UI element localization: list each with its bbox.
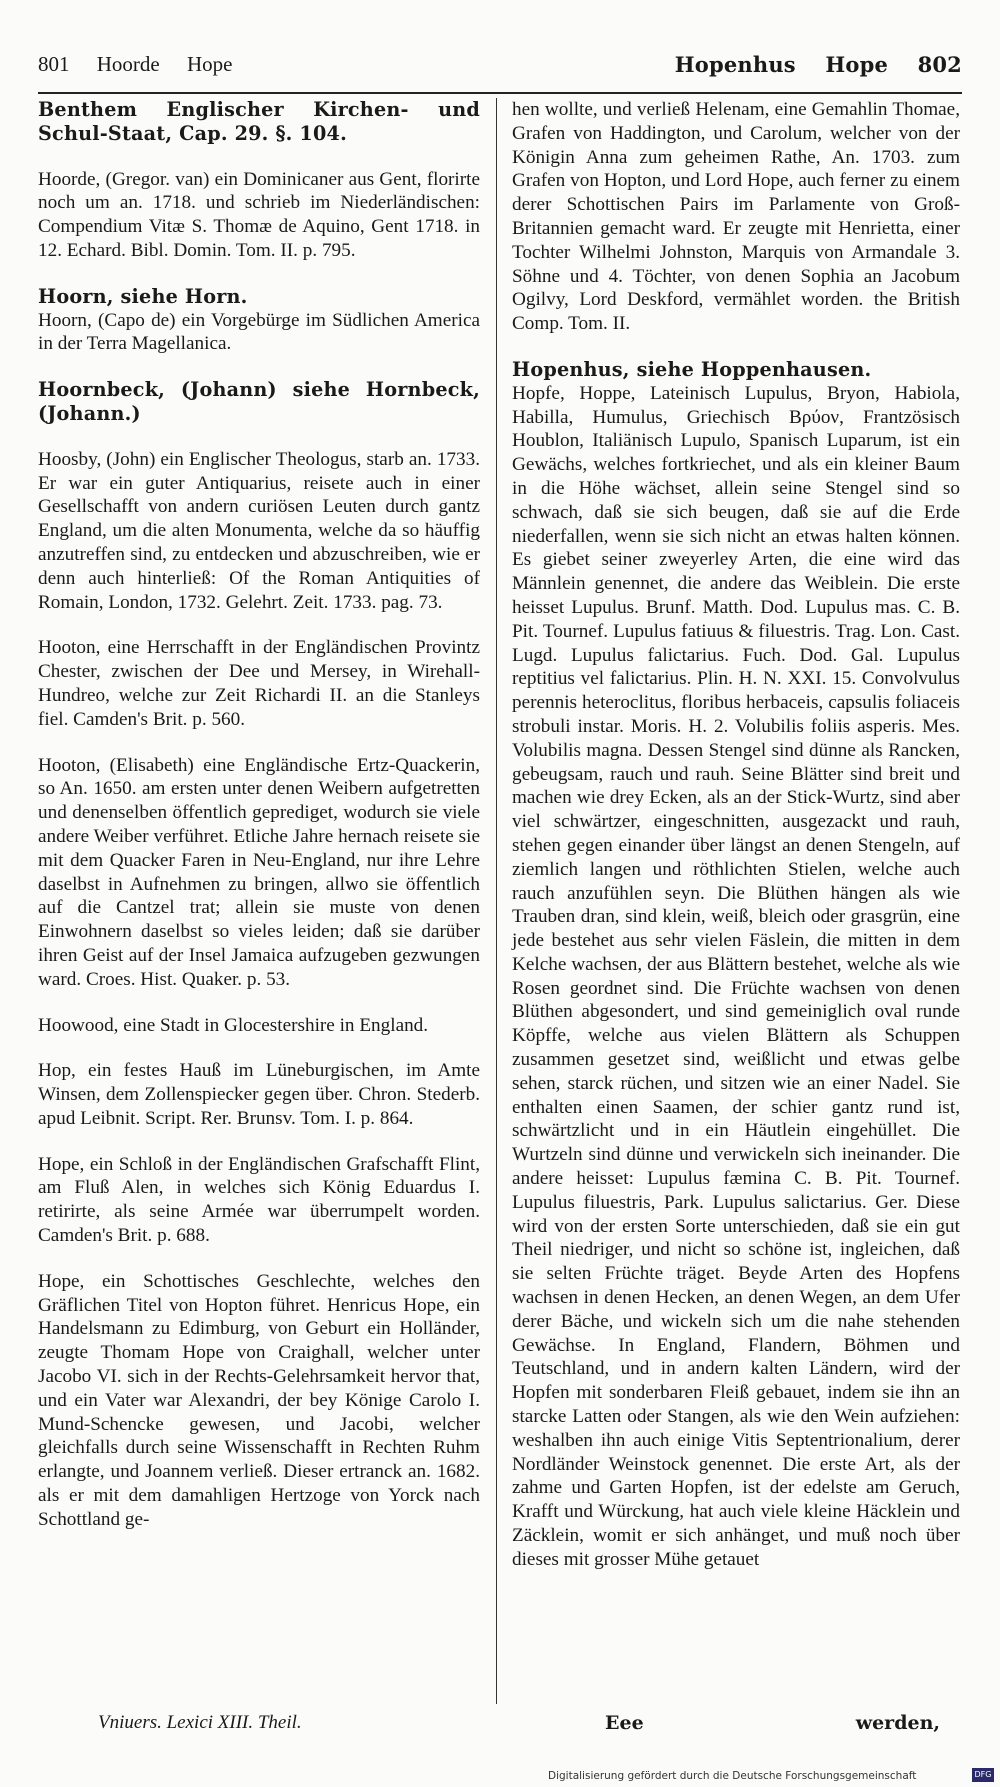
entry-hooton-herrschafft: Hooton, eine Herrschafft in der Engländischen Provintz Chester, zwischen der Dee und Mersey, in Wirehall-Hundreo, welche zur Zeit Richardi II. an die Stanleys fiel. Camden's Brit. p. 560. [38, 637, 480, 730]
left-running-head-1: Hoorde [96, 52, 160, 76]
left-running-head-2: Hope [186, 52, 233, 76]
signature-line: Vniuers. Lexici XIII. Theil. [98, 1712, 302, 1733]
entry-hoorn-capo: Hoorn, (Capo de) ein Vorgebürge im Südlichen America in der Terra Magellanica. [38, 309, 480, 355]
entry-hopenhus: Hopenhus, siehe Hoppenhausen. [512, 357, 872, 381]
entry-benthem: Benthem Englischer Kirchen- und Schul-Staat, Cap. 29. §. 104. [38, 98, 480, 145]
entry-hope-schloss: Hope, ein Schloß in der Engländischen Grafschafft Flint, am Fluß Alen, in welches sich König Eduardus I. retirirte, als seine Armée war überrumpelt worden. Camden's Brit. p. 688. [38, 1153, 480, 1247]
entry-hoornbeck: Hoornbeck, (Johann) siehe Hornbeck, (Johann.) [38, 378, 480, 425]
entry-hoorde: Hoorde, (Gregor. van) ein Dominicaner aus Gent, florirte noch um an. 1718. und schrieb im Niederländischen: Compendium Vitæ S. Thomæ de Aquino, Gent 1718. in 12. Echard. Bibl. Domin. Tom. II. p. 795. [38, 168, 480, 261]
dfg-logo: DFG [972, 1768, 994, 1782]
entry-hoowood: Hoowood, eine Stadt in Glocestershire in England. [38, 1014, 429, 1036]
digitization-credit: Digitalisierung gefördert durch die Deutsche Forschungsgemeinschaft [548, 1770, 917, 1782]
entry-hoosby: Hoosby, (John) ein Englischer Theologus, starb an. 1733. Er war ein guter Antiquarius, reisete auch in einer Gesellschafft von andern curiösen Leuten durch gantz England, um die alten Monumenta, welche da so häuffig anzutreffen sind, zu entdecken und abzuschreiben, wie er denn auch hinterließ: Of the Roman Antiquities of Romain, London, 1732. Gelehrt. Zeit. 1733. pag. 73. [38, 448, 480, 613]
entry-hoorn-ref: Hoorn, siehe Horn. [38, 284, 248, 308]
catchword: werden, [855, 1712, 940, 1734]
right-column [512, 98, 960, 1572]
header-rule [38, 92, 962, 94]
right-page-number: 802 [917, 52, 962, 77]
left-page-number: 801 [38, 52, 70, 76]
right-running-head-1: Hopenhus [674, 52, 796, 77]
entry-hopfe: Hopfe, Hoppe, Lateinisch Lupulus, Bryon, Habiola, Habilla, Humulus, Griechisch Βρύον, Frantzösisch Houblon, Italiänisch Lupulo, Spanisch Luparum, ist ein Gewächs, welches fortkriechet, und als ein kleiner Baum in die Höhe wächset, allein seine Stengel sind so schwach, daß sie sich beugen, daß sie auf die Erde niederfallen, wenn sie sich nicht an etwas halten können. Es giebet seiner zweyerley Arten, die eine wird das Männlein genennet, die andere das Weiblein. Die erste heisset Lupulus. Brunf. Matth. Dod. Lupulus mas. C. B. Pit. Tournef. Lupulus fatiuus & filuestris. Trag. Lon. Cast. Lugd. Lupulus falictarius. Fuch. Dod. Gal. Lupulus reptitius vel falictarius. Plin. H. N. XXI. 15. Convolvulus perennis heteroclitus, floribus herbaceis, capsulis foliaceis strobuli instar. Moris. H. 2. Volubilis foliis asperis. Mes. Volubilis magna. Dessen Stengel sind dünne als Rancken, gebeugsam, rauch und rauh. Seine Blätter sind breit und machen wie drey Ecken, als an der Stick-Wurtz, sind aber viel schwärtzer, eingeschnitten, ausgezackt und rauh, stehen gegen einander über längst an denen Stengeln, auf ziemlich langen und röthlichten Stielen, welche auch rauch anzufühlen seyn. Die Blüthen hängen als wie Trauben dran, sind klein, weiß, bleich oder grasgrün, eine jede bestehet aus sehr vielen Fäslein, die mitten in dem Kelche wachsen, der aus Blättern bestehet, welche als wie Rosen geordnet sind. Die Früchte wachsen von denen Blüthen abgesondert, und sind gemeiniglich oval runde Köpffe, welche aus vielen Blättern als Schuppen zusammen gesetzet sind, weißlicht und etwas gelbe sehen, starck rüchen, und sitzen wie an einer Nadel. Sie enthalten einen Saamen, der schier gantz rund ist, schwärtzlicht und in ein Häutlein eingehüllet. Die Wurtzeln sind dünne und verwickeln sich ineinander. Die andere heisset: Lupulus fæmina C. B. Pit. Tournef. Lupulus filuestris, Park. Lupulus salictarius. Ger. Diese wird von der ersten Sorte unterschieden, daß sie ein gut Theil niedriger, und nicht so schöne ist, ingleichen, daß sie selten Früchte träget. Beyde Arten des Hopfens wachsen in denen Hecken, an denen Wegen, an dem Ufer derer Bäche, und wickeln sich um die nahe stehenden Gewächse. In England, Flandern, Böhmen und Teutschland, und in andern kalten Ländern, wird der Hopfen mit sonderbaren Fleiß gebauet, indem sie ihn an starcke Latten oder Stangen, als wie den Wein aufziehen: weshalben ihn auch einige Vitis Septentrionalium, derer Nordländer Weinstock genennet. Die erste Art, als der zahme und Garten Hopfen, ist der edelste am Geruch, Krafft und Würckung, hat auch viele kleine Häcklein und Zäcklein, womit er sich anhänget, und muß noch über dieses mit grosser Mühe getauet [512, 382, 960, 1570]
entry-hope-continued: hen wollte, und verließ Helenam, eine Gemahlin Thomae, Grafen von Haddington, und Carolum, welcher von der Königin Anna zum geheimen Rathe, An. 1703. zum Grafen von Hopton, und Lord Hope, auch ferner zu einem derer Schottischen Pairs im Parlamente von Groß-Britannien gemacht ward. Er zeugte mit Henrietta, einer Tochter Wilhelmi Johnston, Marquis von Armandale 3. Söhne und 4. Töchter, von denen Sophia an Jacobum Ogilvy, Lord Deskford, vermählet worden. the British Comp. Tom. II. [512, 99, 960, 335]
entry-hop: Hop, ein festes Hauß im Lüneburgischen, im Amte Winsen, dem Zollenspiecker gegen über. Chron. Stederb. apud Leibnit. Script. Rer. Brunsv. Tom. I. p. 864. [38, 1060, 480, 1129]
left-column [38, 98, 480, 1532]
header-left [38, 52, 254, 88]
header-right [653, 52, 962, 88]
signature-mark: Eee [605, 1712, 644, 1734]
entry-hope-geschlecht: Hope, ein Schottisches Geschlechte, welches den Gräflichen Titel von Hopton führet. Henricus Hope, ein Handelsmann zu Edimburg, von Geburt ein Holländer, zeugte Thomam Hope von Craighall, welcher unter Jacobo VI. sich in der Rechts-Gelehrsamkeit hervor that, und ein Vater war Alexandri, der bey Könige Carolo I. Mund-Schencke gewesen, und Jacobi, welcher gleichfalls durch seine Wissenschafft in Rechten Ruhm erlangte, und Joannem verließ. Dieser ertranck an. 1682. als er mit dem damahligen Hertzoge von Yorck nach Schottland ge- [38, 1270, 480, 1530]
entry-hooton-elisabeth: Hooton, (Elisabeth) eine Engländische Ertz-Quackerin, so An. 1650. am ersten unter denen Weibern aufgetretten und denenselben öffentlich geprediget, wodurch sie viele andere Weiber verführet. Etliche Jahre hernach reisete sie mit dem Quacker Faren in Neu-England, nur ihre Lehre daselbst in Aufnehmen zu bringen, allwo sie öffentlich auf die Cantzel trat; allein sie muste von denen Einwohnern daselbst so vieles leiden; daß sie darüber ihren Geist auf der Insel Jamaica aufzugeben gezwungen ward. Croes. Hist. Quaker. p. 53. [38, 754, 480, 990]
column-divider [496, 98, 497, 1704]
right-running-head-2: Hope [825, 52, 889, 77]
